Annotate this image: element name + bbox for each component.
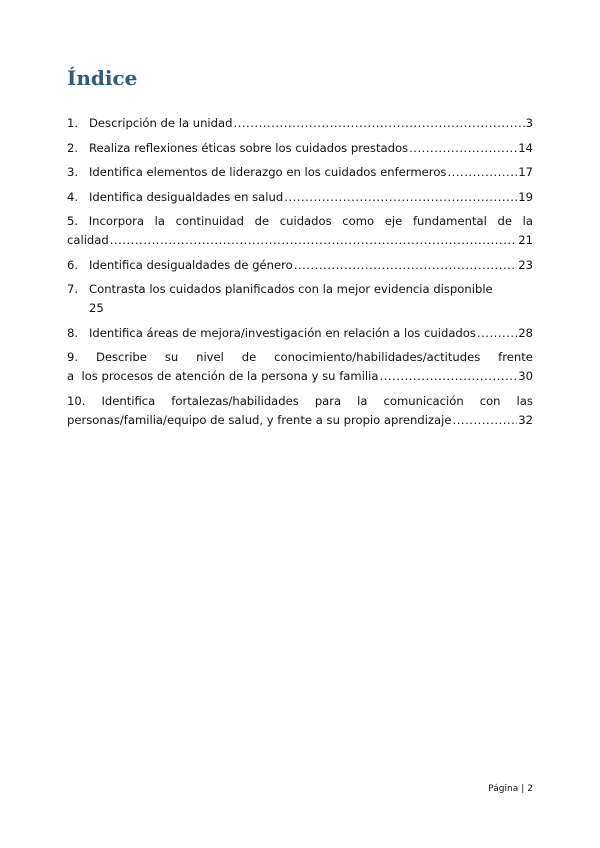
toc-word: continuidad xyxy=(175,214,244,228)
toc-text: Contrasta los cuidados planificados con la mejor evidencia disponible xyxy=(89,282,493,296)
toc-number: 3. xyxy=(67,165,79,179)
page-footer xyxy=(488,784,533,794)
toc-word: Identifica xyxy=(101,393,156,408)
toc-word: conocimiento/habilidades/actitudes xyxy=(274,350,481,364)
toc-word: para xyxy=(314,393,342,408)
toc-page-number: 3 xyxy=(525,116,533,130)
toc-word: eje xyxy=(384,214,403,228)
toc-leader-dots xyxy=(284,188,517,207)
toc-entry-6[interactable] xyxy=(67,256,533,275)
toc-leader-dots xyxy=(409,139,517,158)
toc-page-number: 25 xyxy=(89,301,104,315)
toc-entry-9[interactable] xyxy=(67,348,533,386)
toc-word: cuidados xyxy=(279,214,332,228)
toc-word: frente xyxy=(498,350,533,364)
toc-leader-dots xyxy=(233,114,524,133)
toc-page-number: 28 xyxy=(518,325,533,340)
toc-page-number: 21 xyxy=(518,233,533,247)
toc-entry-1[interactable] xyxy=(67,114,533,133)
toc-word: como xyxy=(342,214,375,228)
toc-word: de xyxy=(254,214,270,228)
toc-number: 6. xyxy=(67,257,79,272)
toc-page-number: 32 xyxy=(518,412,533,427)
toc-justified-line xyxy=(67,348,533,367)
toc-number: 4. xyxy=(67,189,79,204)
toc-word: fortalezas/habilidades xyxy=(171,393,299,408)
toc-text: Identifica elementos de liderazgo en los cuidados enfermeros xyxy=(89,165,447,179)
toc-number: 7. xyxy=(67,282,79,296)
toc-page-number: 23 xyxy=(518,257,533,272)
toc-text: personas/familia/equipo de salud, y frente a su propio aprendizaje xyxy=(67,412,452,427)
toc-leader-dots xyxy=(110,231,517,250)
toc-number: 8. xyxy=(67,325,79,340)
toc-text: a los procesos de atención de la persona y su familia xyxy=(67,369,379,383)
toc-entry-2[interactable] xyxy=(67,139,533,158)
toc-text: Identifica desigualdades en salud xyxy=(89,189,284,204)
toc-word: la xyxy=(357,393,368,408)
toc-number: 2. xyxy=(67,140,79,155)
toc-page-number: 19 xyxy=(518,189,533,204)
toc-leader-dots xyxy=(294,256,518,275)
toc-number: 1. xyxy=(67,116,79,130)
toc-word: comunicación xyxy=(383,393,464,408)
toc-page-number: 30 xyxy=(518,369,533,383)
toc-page-number: 14 xyxy=(518,140,533,155)
toc-justified-line xyxy=(67,212,533,231)
toc-justified-line xyxy=(67,392,533,411)
toc-word: con xyxy=(479,393,501,408)
toc-entry-4[interactable] xyxy=(67,188,533,207)
toc-leader-dots xyxy=(453,411,518,430)
toc-word: fundamental xyxy=(412,214,487,228)
toc-word: la xyxy=(154,214,165,228)
toc-page-number: 17 xyxy=(518,165,533,179)
toc-entry-3[interactable] xyxy=(67,163,533,182)
toc-text: Descripción de la unidad xyxy=(89,116,233,130)
toc-text: Identifica áreas de mejora/investigación en relación a los cuidados xyxy=(89,325,476,340)
footer-label: Página xyxy=(488,784,519,794)
toc-word: las xyxy=(516,393,533,408)
toc-entry-7[interactable] xyxy=(67,280,533,318)
toc-number: 10. xyxy=(67,393,86,408)
toc-leader-dots xyxy=(379,367,517,386)
toc-entry-8[interactable] xyxy=(67,324,533,343)
toc-word: de xyxy=(497,214,512,228)
toc-word: la xyxy=(522,214,533,228)
toc-word: Describe xyxy=(95,350,147,364)
toc-leader-dots xyxy=(447,163,517,182)
toc-text: calidad xyxy=(67,233,109,247)
toc-word: su xyxy=(164,350,179,364)
toc-number: 5. xyxy=(67,214,79,228)
toc-text: Realiza reflexiones éticas sobre los cuidados prestados xyxy=(89,140,409,155)
toc-word: nivel xyxy=(196,350,224,364)
toc-word: de xyxy=(241,350,257,364)
toc-leader-dots xyxy=(477,324,517,343)
footer-page-number: 2 xyxy=(527,784,533,794)
footer-separator: | xyxy=(521,784,525,794)
toc-entry-10[interactable] xyxy=(67,392,533,430)
toc-word: Incorpora xyxy=(88,214,145,228)
toc-text: Identifica desigualdades de género xyxy=(89,257,293,272)
toc-entry-5[interactable] xyxy=(67,212,533,250)
toc-number: 9. xyxy=(67,350,79,364)
table-of-contents xyxy=(67,114,533,435)
page-title: Índice xyxy=(67,66,138,90)
